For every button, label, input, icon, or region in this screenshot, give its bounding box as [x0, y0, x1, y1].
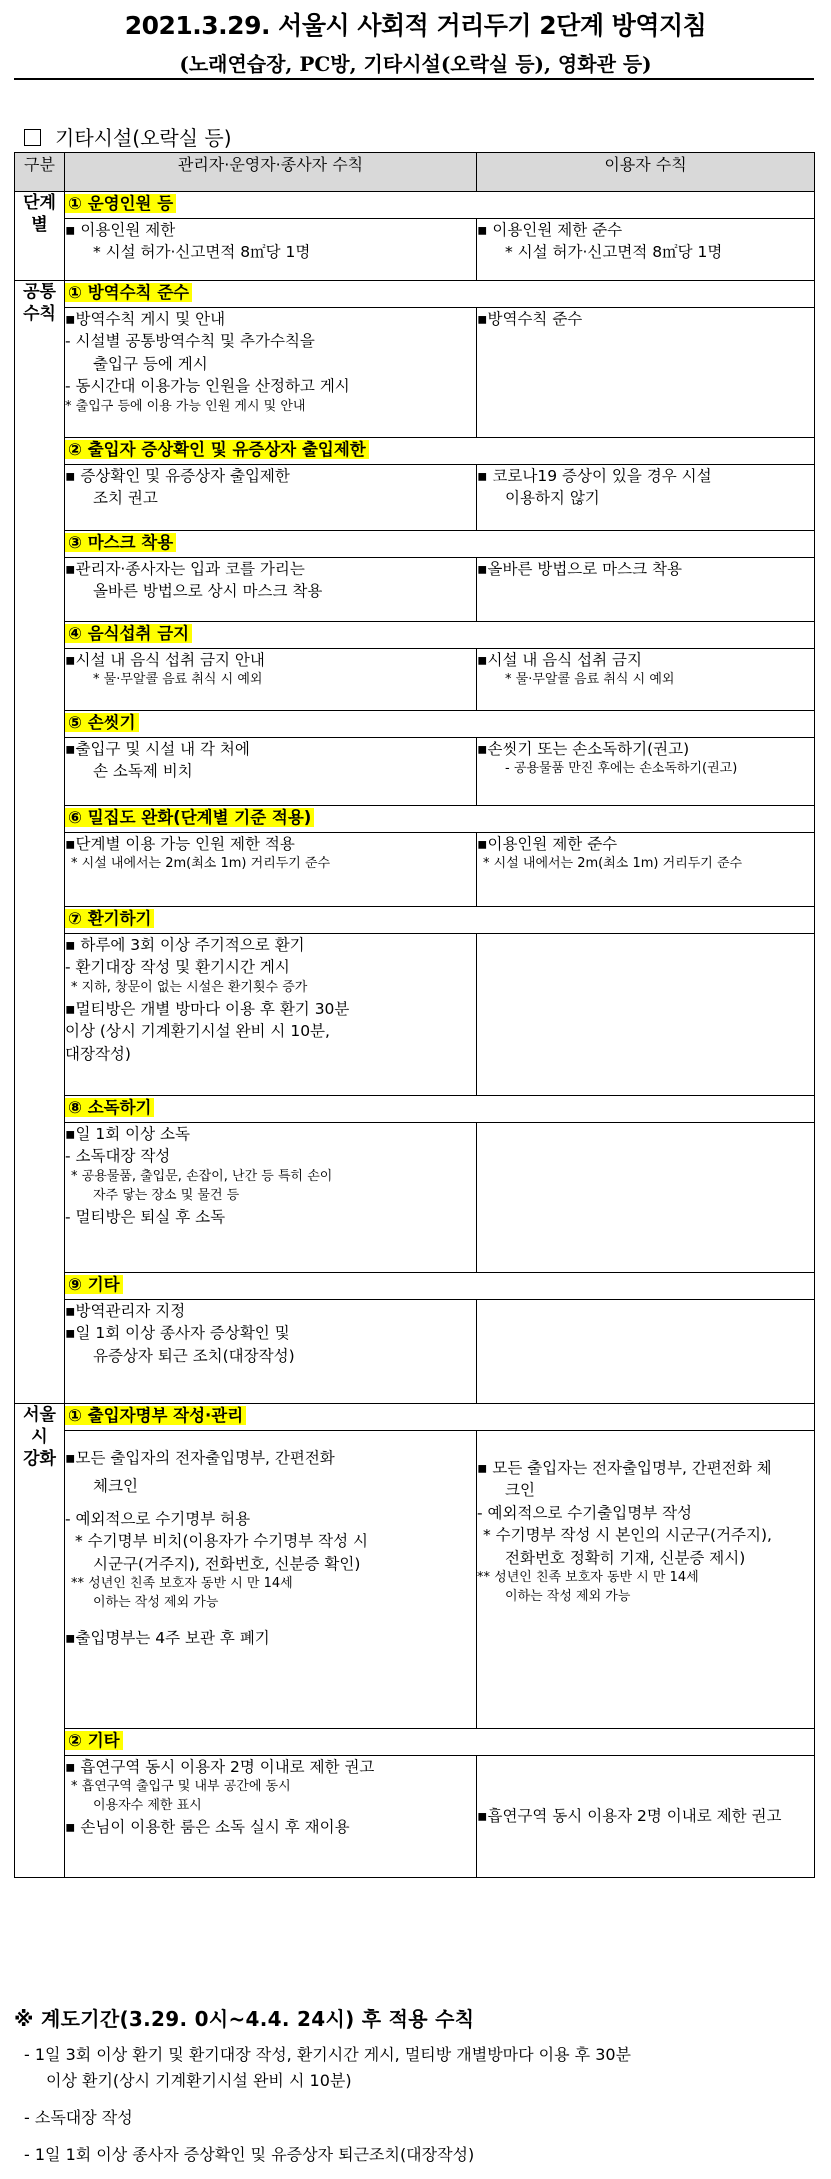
rule-line: * 시설 내에서는 2m(최소 1m) 거리두기 준수	[71, 856, 331, 872]
rule-line: * 지하, 창문이 없는 시설은 환기횟수 증가	[71, 979, 308, 995]
guideline-table	[14, 152, 815, 1878]
rule-line: * 수기명부 작성 시 본인의 시군구(거주지),	[483, 1526, 772, 1545]
rule-line: ▪ 이용인원 제한	[65, 221, 176, 239]
section-title	[65, 531, 815, 558]
rule-line: ▪이용인원 제한 준수	[477, 835, 618, 853]
section-heading	[24, 122, 232, 151]
notice-item: 이상 환기(상시 기계환기시설 완비 시 10분)	[46, 2071, 352, 2090]
rule-line: ▪출입명부는 4주 보관 후 폐기	[65, 1629, 270, 1648]
rule-line: ▪ 모든 출입자는 전자출입명부, 간편전화 체	[477, 1459, 772, 1477]
section-title	[65, 711, 815, 738]
section-title-text: ⑤ 손씻기	[65, 713, 139, 732]
rule-line: - 멀티방은 퇴실 후 소독	[65, 1207, 226, 1226]
header-category: 구분	[15, 153, 65, 192]
section-title-text: ① 방역수칙 준수	[65, 283, 192, 302]
user-rule-cell	[477, 308, 815, 438]
section-title	[65, 622, 815, 649]
rule-line: ▪ 증상확인 및 유증상자 출입제한	[65, 467, 290, 485]
rule-line: ▪방역수칙 게시 및 안내	[65, 310, 226, 328]
rule-line: - 시설별 공통방역수칙 및 추가수칙을	[65, 332, 315, 351]
rule-line: ** 성년인 친족 보호자 동반 시 만 14세	[71, 1576, 293, 1592]
title-divider	[14, 78, 814, 80]
rule-line: ▪출입구 및 시설 내 각 처에	[65, 740, 250, 758]
rule-line: 전화번호 정확히 기재, 신분증 제시)	[505, 1548, 746, 1567]
manager-rule-cell	[65, 738, 477, 806]
page-subtitle: (노래연습장, PC방, 기타시설(오락실 등), 영화관 등)	[179, 52, 652, 76]
rule-line: 출입구 등에 게시	[93, 354, 208, 373]
user-rule-cell	[477, 649, 815, 711]
rule-line: ▪일 1회 이상 종사자 증상확인 및	[65, 1324, 290, 1343]
rule-line: - 환기대장 작성 및 환기시간 게시	[65, 958, 290, 977]
category-stage: 단계 별	[15, 192, 65, 281]
category-seoul: 서울 시 강화	[15, 1404, 65, 1878]
section-title-text: ② 출입자 증상확인 및 유증상자 출입제한	[65, 440, 369, 459]
rule-line: ▪관리자·종사자는 입과 코를 가리는	[65, 560, 305, 578]
rule-line: 이용자수 제한 표시	[93, 1798, 202, 1814]
user-rule-cell	[477, 219, 815, 281]
rule-line: 크인	[505, 1481, 535, 1500]
rule-line: * 시설 허가·신고면적 8㎡당 1명	[505, 243, 723, 262]
section-title-text: ③ 마스크 착용	[65, 533, 176, 552]
section-heading-text: 기타시설(오락실 등)	[55, 126, 232, 150]
user-rule-cell	[477, 1123, 815, 1273]
section-title-text: ⑨ 기타	[65, 1275, 123, 1294]
manager-rule-cell	[65, 465, 477, 531]
rule-line: * 출입구 등에 이용 가능 인원 게시 및 안내	[65, 398, 306, 414]
manager-rule-cell	[65, 649, 477, 711]
rule-line: ▪올바른 방법으로 마스크 착용	[477, 560, 682, 578]
rule-line: ▪방역관리자 지정	[65, 1302, 186, 1320]
rule-line: 시군구(거주지), 전화번호, 신분증 확인)	[93, 1554, 361, 1573]
rule-line: 체크인	[93, 1477, 138, 1496]
notice-item: - 1일 1회 이상 종사자 증상확인 및 유증상자 퇴근조치(대장작성)	[24, 2145, 475, 2164]
rule-line: ▪손씻기 또는 손소독하기(권고)	[477, 740, 690, 758]
rule-line: ▪모든 출입자의 전자출입명부, 간편전화	[65, 1449, 335, 1467]
section-title	[65, 1404, 815, 1431]
rule-line: 손 소독제 비치	[93, 762, 193, 781]
rule-line: ▪단계별 이용 가능 인원 제한 적용	[65, 835, 295, 853]
header-manager: 관리자·운영자·종사자 수칙	[65, 153, 477, 192]
rule-line: 이용하지 않기	[505, 489, 600, 508]
user-rule-cell	[477, 934, 815, 1096]
rule-line: ▪ 코로나19 증상이 있을 경우 시설	[477, 467, 712, 485]
section-title-text: ① 운영인원 등	[65, 194, 176, 213]
user-rule-cell	[477, 1300, 815, 1404]
rule-line: - 예외적으로 수기명부 허용	[65, 1509, 251, 1528]
user-rule-cell	[477, 833, 815, 907]
rule-line: 조치 권고	[93, 489, 158, 508]
rule-line: 이상 (상시 기계환기시설 완비 시 10분,	[65, 1022, 330, 1041]
checkbox-icon	[24, 129, 41, 146]
manager-rule-cell	[65, 219, 477, 281]
section-title-text: ⑥ 밀집도 완화(단계별 기준 적용)	[65, 808, 314, 827]
rule-line: 대장작성)	[65, 1044, 131, 1063]
rule-line: * 시설 허가·신고면적 8㎡당 1명	[93, 243, 311, 262]
manager-rule-cell	[65, 1431, 477, 1729]
notice-item: - 소독대장 작성	[24, 2108, 133, 2127]
section-title-text: ④ 음식섭취 금지	[65, 624, 192, 643]
rule-line: ▪방역수칙 준수	[477, 310, 583, 328]
user-rule-cell	[477, 738, 815, 806]
manager-rule-cell	[65, 934, 477, 1096]
rule-line: * 시설 내에서는 2m(최소 1m) 거리두기 준수	[483, 856, 743, 872]
rule-line: 유증상자 퇴근 조치(대장작성)	[93, 1346, 295, 1365]
table-header-row	[15, 153, 815, 192]
section-title	[65, 438, 815, 465]
section-title-text: ② 기타	[65, 1731, 123, 1750]
category-common: 공통 수칙	[15, 281, 65, 1404]
rule-line: * 수기명부 비치(이용자가 수기명부 작성 시	[75, 1532, 368, 1551]
rule-line: ** 성년인 친족 보호자 동반 시 만 14세	[477, 1570, 699, 1586]
section-title	[65, 1729, 815, 1756]
rule-line: 이하는 작성 제외 가능	[505, 1589, 631, 1605]
manager-rule-cell	[65, 308, 477, 438]
section-title	[65, 192, 815, 219]
section-title	[65, 1096, 815, 1123]
section-title-text: ① 출입자명부 작성·관리	[65, 1406, 246, 1425]
section-title	[65, 281, 815, 308]
rule-line: 자주 닿는 장소 및 물건 등	[93, 1187, 240, 1203]
rule-line: - 동시간대 이용가능 인원을 산정하고 게시	[65, 377, 350, 396]
rule-line: 올바른 방법으로 상시 마스크 착용	[93, 582, 323, 601]
section-title-text: ⑧ 소독하기	[65, 1098, 154, 1117]
page-title: 2021.3.29. 서울시 사회적 거리두기 2단계 방역지침	[124, 11, 707, 40]
rule-line: * 흡연구역 출입구 및 내부 공간에 동시	[71, 1779, 291, 1795]
rule-line: - 소독대장 작성	[65, 1147, 171, 1166]
manager-rule-cell	[65, 1300, 477, 1404]
user-rule-cell	[477, 1756, 815, 1878]
manager-rule-cell	[65, 558, 477, 622]
user-rule-cell	[477, 1431, 815, 1729]
rule-line: ▪시설 내 음식 섭취 금지 안내	[65, 651, 265, 669]
rule-line: ▪시설 내 음식 섭취 금지	[477, 651, 642, 669]
user-rule-cell	[477, 465, 815, 531]
manager-rule-cell	[65, 833, 477, 907]
manager-rule-cell	[65, 1123, 477, 1273]
rule-line: ▪ 손님이 이용한 룸은 소독 실시 후 재이용	[65, 1818, 350, 1837]
section-title-text: ⑦ 환기하기	[65, 909, 154, 928]
rule-line: - 예외적으로 수기출입명부 작성	[477, 1503, 693, 1522]
notice-item: - 1일 3회 이상 환기 및 환기대장 작성, 환기시간 게시, 멀티방 개별방마다 이용 후 30분	[24, 2045, 632, 2064]
header-user: 이용자 수칙	[477, 153, 815, 192]
section-title	[65, 806, 815, 833]
rule-line: ▪일 1회 이상 소독	[65, 1125, 190, 1143]
rule-line: ▪멀티방은 개별 방마다 이용 후 환기 30분	[65, 999, 350, 1018]
notice-title: ※ 계도기간(3.29. 0시~4.4. 24시) 후 적용 수칙	[14, 2007, 475, 2031]
manager-rule-cell	[65, 1756, 477, 1878]
rule-line: ▪ 이용인원 제한 준수	[477, 221, 623, 239]
rule-line: ▪ 하루에 3회 이상 주기적으로 환기	[65, 936, 305, 954]
rule-line: - 공용물품 만진 후에는 손소독하기(권고)	[505, 761, 738, 777]
rule-line: ▪흡연구역 동시 이용자 2명 이내로 제한 권고	[477, 1807, 782, 1826]
rule-line: * 공용물품, 출입문, 손잡이, 난간 등 특히 손이	[71, 1168, 333, 1184]
rule-line: ▪ 흡연구역 동시 이용자 2명 이내로 제한 권고	[65, 1758, 375, 1776]
rule-line: * 물·무알콜 음료 취식 시 예외	[93, 672, 263, 688]
rule-line: 이하는 작성 제외 가능	[93, 1595, 219, 1611]
user-rule-cell	[477, 558, 815, 622]
rule-line: * 물·무알콜 음료 취식 시 예외	[505, 672, 675, 688]
section-title	[65, 1273, 815, 1300]
section-title	[65, 907, 815, 934]
